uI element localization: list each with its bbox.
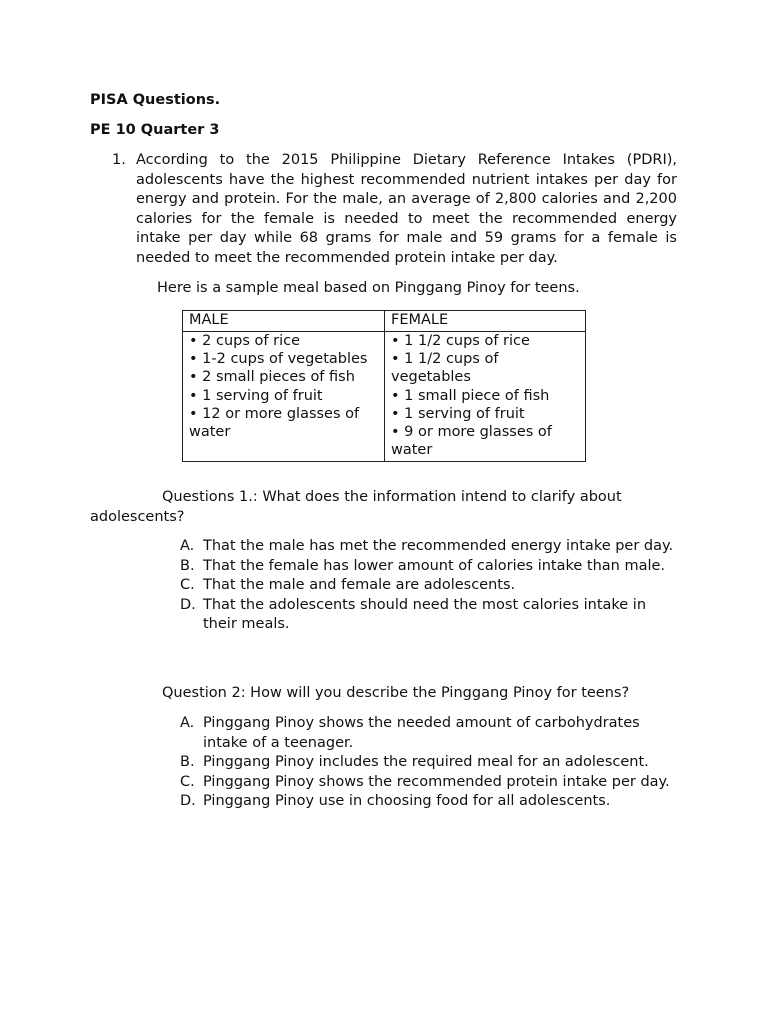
male-meal-cell [183,332,385,462]
question-1-option-d [180,596,680,635]
female-meal-item: • 1 1/2 cups of rice [391,333,530,349]
table-row [183,332,586,462]
option-letter: C. [180,577,195,594]
column-header-male: MALE [183,311,385,332]
option-letter: A. [180,715,195,731]
question-2-option-c [180,773,680,793]
item-1-text: According to the 2015 Philippine Dietary Reference Intakes (PDRI), adolescents have the highest recommended nutrient intakes per day for energy and protein. For the male, an average of 2,800 calories and 2,200 calories for the female is needed to meet the recommended energy intake per day while 68 grams for male and 59 grams for a female is needed to meet the recommended protein intake per day. [136,152,677,266]
option-text: Pinggang Pinoy shows the recommended protein intake per day. [203,773,670,790]
question-2-option-d [180,792,680,812]
sample-meal-table [182,310,586,462]
male-meal-item: • 12 or more glasses of water [189,405,360,441]
option-text: Pinggang Pinoy includes the required meal for an adolescent. [203,754,649,771]
column-header-female: FEMALE [385,311,586,332]
female-meal-item: • 9 or more glasses of water [391,424,552,459]
option-text: That the male and female are adolescents. [203,577,516,594]
option-letter: B. [180,557,195,574]
table-header-row [183,311,586,332]
male-meal-item: • 2 small pieces of fish [189,369,355,386]
male-meal-item: • 1-2 cups of vegetables [189,351,368,368]
question-1-options [180,537,680,635]
option-letter: B. [180,754,195,771]
female-meal-item: • 1 small piece of fish [391,387,550,404]
document-title: PISA Questions. [90,92,221,108]
option-letter: A. [180,538,195,554]
option-letter: D. [180,596,196,613]
female-meal-item: • 1 1/2 cups of vegetables [391,351,499,386]
sample-meal-intro: Here is a sample meal based on Pinggang Pinoy for teens. [157,280,580,296]
item-1 [90,151,677,269]
question-1-line-2: adolescents? [90,508,185,525]
question-2-option-b [180,753,680,773]
option-text: Pinggang Pinoy use in choosing food for all adolescents. [203,793,611,810]
option-letter: D. [180,793,196,810]
option-text: That the female has lower amount of calories intake than male. [203,557,666,574]
question-1-line-1: Questions 1.: What does the information intend to clarify about [162,489,622,505]
question-1-option-b [180,557,680,577]
question-2-stem: Question 2: How will you describe the Pinggang Pinoy for teens? [162,685,630,701]
question-2-options [180,714,680,812]
option-text: That the adolescents should need the most calories intake in their meals. [203,596,647,633]
option-text: Pinggang Pinoy shows the needed amount of carbohydrates intake of a teenager. [203,715,640,751]
male-meal-item: • 1 serving of fruit [189,387,323,404]
document-subtitle: PE 10 Quarter 3 [90,122,220,138]
male-meal-item: • 2 cups of rice [189,333,300,349]
question-1-stem [90,488,680,527]
option-letter: C. [180,773,195,790]
female-meal-cell [385,332,586,462]
question-1-option-a [180,537,680,557]
female-meal-item: • 1 serving of fruit [391,405,525,422]
option-text: That the male has met the recommended energy intake per day. [203,538,674,554]
question-2-option-a [180,714,680,753]
question-1-option-c [180,576,680,596]
item-1-number: 1. [112,152,126,168]
